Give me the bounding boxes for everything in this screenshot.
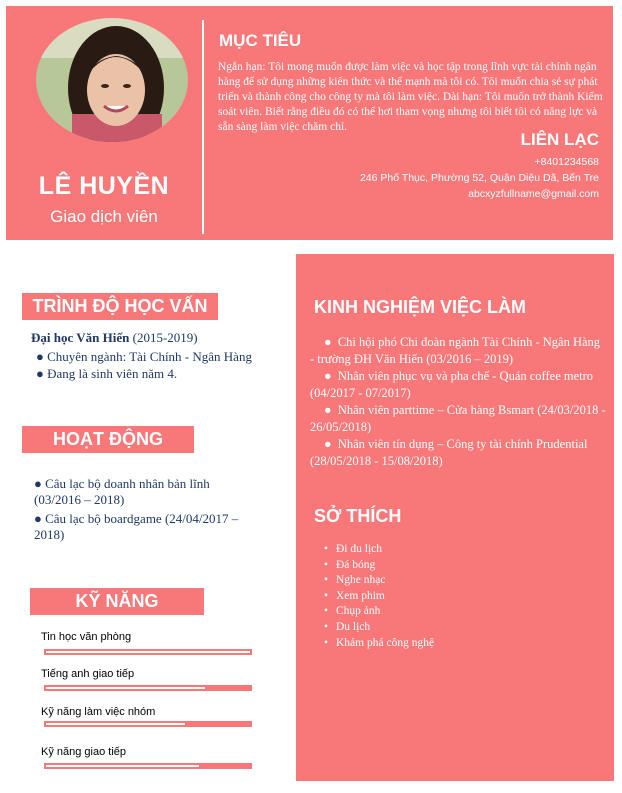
education-item: ● Chuyên ngành: Tài Chính - Ngân Hàng bbox=[36, 349, 252, 364]
hobbies-title: SỞ THÍCH bbox=[314, 506, 402, 526]
objective-text: Ngắn hạn: Tôi mong muốn được làm việc và học tập trong lĩnh vực tài chính ngân hàng để sử dụng những kiến thức và thế mạnh mà tôi có. Tôi muốn chia sẻ sự phát triển và thành công cho công ty mà tôi làm việc. Dài hạn: Tôi muốn trở thành Kiểm soát viên. Biết rằng điều đó có thể hơi tham vọng nhưng tôi biết tôi có năng lực và sẵn sàng làm việc chăm chỉ. bbox=[218, 61, 603, 133]
hobby-item: • Nghe nhạc bbox=[336, 573, 434, 589]
contact-phone: +8401234568 bbox=[534, 156, 599, 168]
education-title: TRÌNH ĐỘ HỌC VẤN bbox=[22, 293, 218, 320]
contact-address: 246 Phố Thục, Phường 52, Quận Diệu Dã, Bến Tre bbox=[359, 172, 599, 184]
hobbies-list bbox=[336, 542, 434, 651]
education-school: Đại học Văn Hiến bbox=[31, 330, 130, 345]
experience-item: ● Chi hội phó Chi đoàn ngành Tài Chính - Ngân Hàng - trường ĐH Văn Hiến (03/2016 – 2019) bbox=[310, 335, 601, 366]
activities-title: HOẠT ĐỘNG bbox=[22, 426, 194, 453]
skill-bar-fill bbox=[46, 651, 250, 654]
contact-email: abcxyzfullname@gmail.com bbox=[468, 188, 599, 200]
profile-photo bbox=[36, 18, 188, 142]
header-divider bbox=[202, 20, 204, 234]
hobby-item: • Đi du lịch bbox=[336, 542, 434, 558]
hobby-item: • Du lịch bbox=[336, 620, 434, 636]
education-years: (2015-2019) bbox=[132, 330, 198, 345]
profile-job-title: Giao dịch viên bbox=[50, 207, 158, 226]
skill-bar-fill bbox=[46, 687, 205, 690]
skill-label: Tin học văn phòng bbox=[41, 631, 132, 643]
skill-label: Kỹ năng làm việc nhóm bbox=[41, 706, 156, 718]
activity-item: ● Câu lạc bộ doanh nhân bản lĩnh (03/2016 – 2018) bbox=[34, 476, 210, 507]
skill-bar bbox=[44, 649, 252, 655]
education-school-line bbox=[31, 330, 198, 346]
hobby-item: • Xem phim bbox=[336, 589, 434, 605]
education-item: ● Đang là sinh viên năm 4. bbox=[36, 366, 178, 381]
skill-label: Kỹ năng giao tiếp bbox=[41, 746, 127, 758]
profile-name: LÊ HUYỀN bbox=[38, 172, 170, 200]
contact-title: LIÊN LẠC bbox=[520, 130, 599, 149]
skill-bar bbox=[44, 763, 252, 769]
skill-label: Tiếng anh giao tiếp bbox=[41, 668, 135, 680]
hobby-item: • Khám phá công nghệ bbox=[336, 636, 434, 652]
skill-bar bbox=[44, 685, 252, 691]
hobby-item: • Đá bóng bbox=[336, 558, 434, 574]
activity-item: ● Câu lạc bộ boardgame (24/04/2017 – 2018) bbox=[34, 511, 239, 542]
experience-item: ● Nhân viên phục vụ và pha chế - Quán coffee metro (04/2017 - 07/2017) bbox=[310, 369, 594, 400]
skill-bar-fill bbox=[46, 765, 199, 768]
hobby-item: • Chụp ảnh bbox=[336, 604, 434, 620]
experience-list bbox=[310, 334, 606, 470]
right-panel bbox=[296, 254, 614, 781]
skills-title: KỸ NĂNG bbox=[30, 588, 204, 615]
skill-bar-fill bbox=[46, 723, 185, 726]
header-banner bbox=[6, 6, 613, 240]
skill-bar bbox=[44, 721, 252, 727]
experience-item: ● Nhân viên parttime – Cửa hàng Bsmart (24/03/2018 - 26/05/2018) bbox=[310, 403, 606, 434]
experience-title: KINH NGHIỆM VIỆC LÀM bbox=[314, 297, 527, 317]
experience-item: ● Nhân viên tín dụng – Công ty tài chính Prudential (28/05/2018 - 15/08/2018) bbox=[310, 437, 588, 468]
objective-title: MỤC TIÊU bbox=[219, 31, 302, 50]
